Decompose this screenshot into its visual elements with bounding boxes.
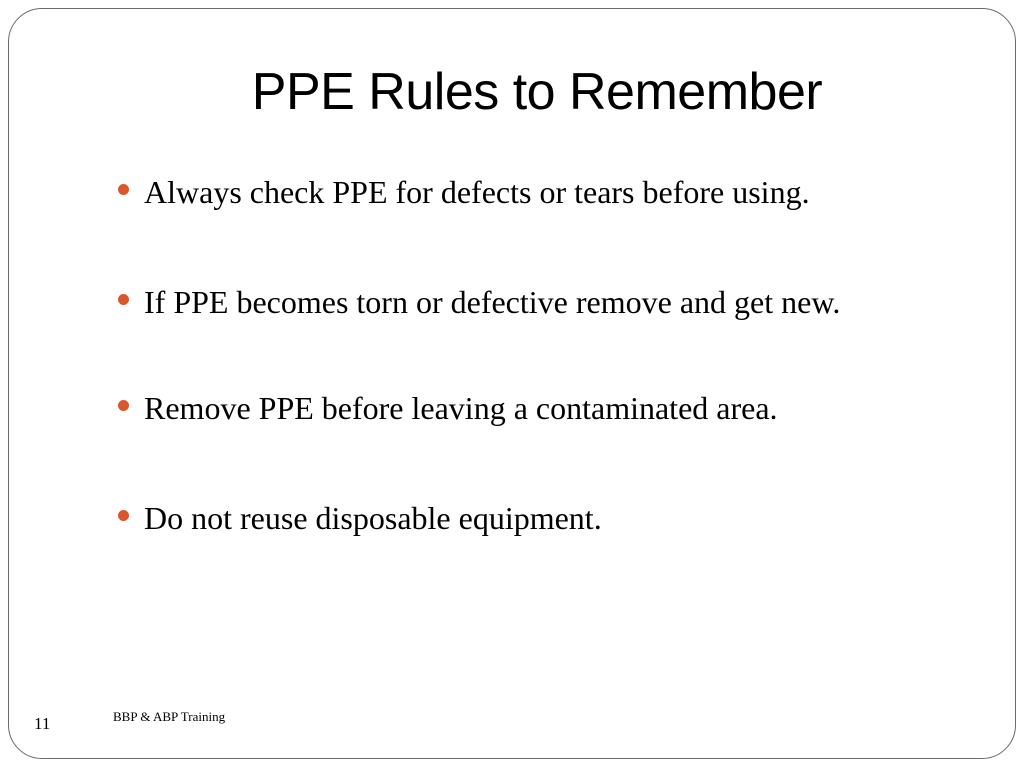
bullet-dot-icon	[118, 294, 129, 305]
bullet-text: Do not reuse disposable equipment.	[144, 500, 602, 536]
bullet-dot-icon	[118, 510, 129, 521]
slide-number: 11	[34, 714, 51, 733]
bullet-item	[112, 166, 932, 218]
bullet-text: Always check PPE for defects or tears before using.	[144, 174, 810, 210]
bullet-list	[112, 166, 932, 602]
bullet-text: If PPE becomes torn or defective remove and get new.	[144, 284, 841, 320]
bullet-item	[112, 492, 932, 544]
footer-text: BBP & ABP Training	[113, 709, 226, 724]
bullet-dot-icon	[118, 400, 129, 411]
slide-title: PPE Rules to Remember	[251, 63, 823, 121]
bullet-dot-icon	[118, 184, 129, 195]
bullet-item	[112, 382, 932, 434]
bullet-item	[112, 276, 932, 328]
bullet-text: Remove PPE before leaving a contaminated area.	[144, 390, 778, 426]
